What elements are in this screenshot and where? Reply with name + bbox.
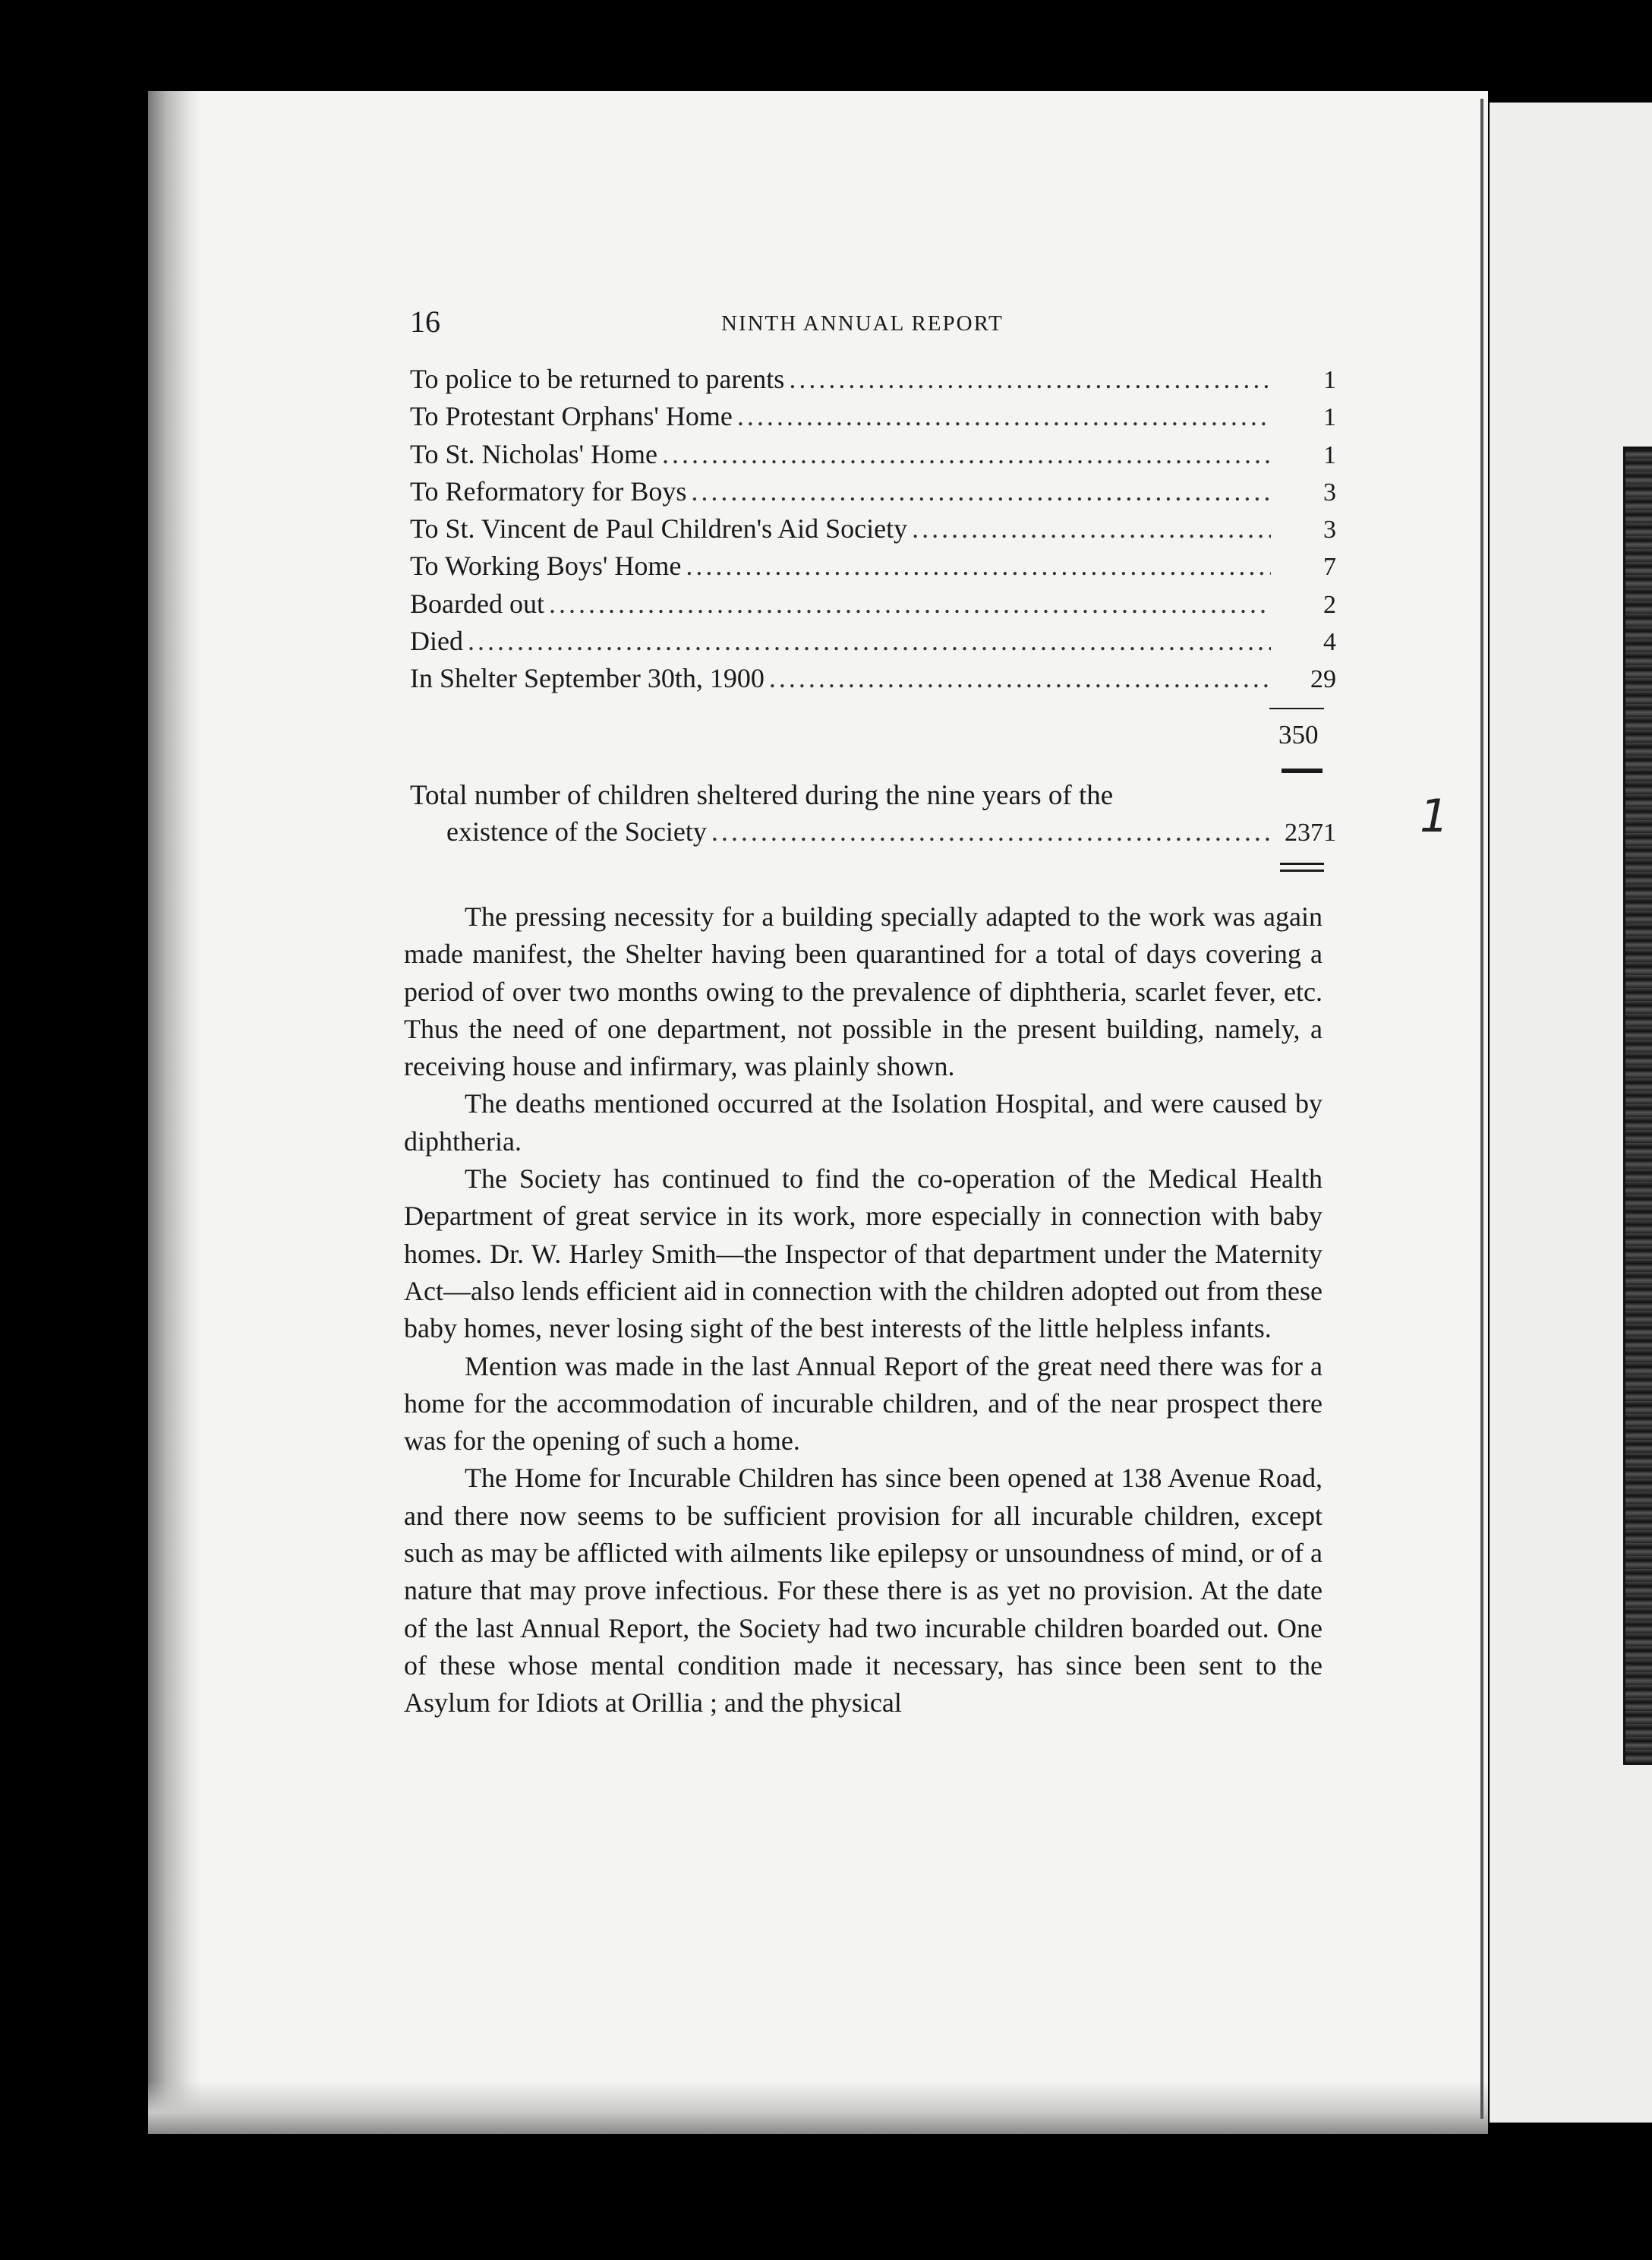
paragraph: The deaths mentioned occurred at the Isolation Hospital, and were caused by diphtheria. <box>404 1088 1323 1157</box>
grand-total-double-rule-bottom <box>1280 870 1324 872</box>
leader-dots <box>737 400 1271 432</box>
subtotal-double-rule <box>1282 769 1323 773</box>
table-row <box>410 363 1336 400</box>
sum-rule <box>1269 708 1324 709</box>
running-title: NINTH ANNUAL REPORT <box>721 311 1004 336</box>
table-row <box>410 550 1336 587</box>
row-value: 2 <box>1323 590 1336 619</box>
grand-total-line-2: existence of the Society <box>446 816 707 847</box>
disposition-table <box>410 363 1336 700</box>
grand-total-value: 2371 <box>1285 819 1336 847</box>
leader-dots <box>691 475 1271 507</box>
subtotal: 350 <box>1278 720 1319 750</box>
row-label: To Working Boys' Home <box>410 551 682 582</box>
leader-dots <box>549 588 1271 620</box>
row-value: 3 <box>1323 478 1336 507</box>
page-bottom-shadow <box>148 2081 1488 2134</box>
leader-dots <box>468 625 1271 657</box>
paragraph: The Society has continued to find the co-operation of the Medical Health Department of great service in its work, more especially in connection with baby homes. Dr. W. Harley Smith—the Inspector of that department under the Maternity Act—also lends efficient aid in connection with the children adopted out from these baby homes, never losing sight of the best interests of the little helpless infants. <box>404 1163 1323 1344</box>
leader-dots <box>662 438 1271 470</box>
body-text <box>404 898 1323 1722</box>
running-head <box>410 304 1458 342</box>
row-value: 1 <box>1323 440 1336 469</box>
page-number: 16 <box>410 305 440 339</box>
facing-page-photograph <box>1623 447 1652 1765</box>
table-row <box>410 625 1336 662</box>
row-label: To St. Nicholas' Home <box>410 438 657 469</box>
row-label: To Protestant Orphans' Home <box>410 401 733 432</box>
grand-total-row <box>446 816 1336 853</box>
row-label: To police to be returned to parents <box>410 364 785 394</box>
leader-dots <box>912 513 1271 544</box>
grand-total-double-rule-top <box>1280 863 1324 865</box>
table-row <box>410 475 1336 513</box>
table-row <box>410 438 1336 475</box>
row-label: Died <box>410 626 463 657</box>
page-edge-shadow <box>148 91 201 2134</box>
row-label: To St. Vincent de Paul Children's Aid Society <box>410 513 908 544</box>
grand-total-line-1: Total number of children sheltered during the nine years of the <box>410 780 1114 811</box>
table-row <box>410 513 1336 550</box>
table-row <box>446 816 1336 853</box>
margin-annotation: 1 <box>1420 790 1449 843</box>
row-label: In Shelter September 30th, 1900 <box>410 663 765 694</box>
leader-dots <box>711 816 1271 848</box>
table-row <box>410 400 1336 437</box>
paragraph: Mention was made in the last Annual Report of the great need there was for a home for the accommodation of incurable children, and of the near prospect there was for the opening of such a home. <box>404 1350 1323 1457</box>
row-value: 29 <box>1310 665 1336 694</box>
row-label: Boarded out <box>410 588 544 619</box>
leader-dots <box>769 662 1271 694</box>
row-value: 7 <box>1323 553 1336 582</box>
leader-dots <box>686 550 1271 582</box>
row-label: To Reformatory for Boys <box>410 475 687 507</box>
row-value: 3 <box>1323 516 1336 544</box>
paragraph: The Home for Incurable Children has since been opened at 138 Avenue Road, and there now seems to be sufficient provision for all incurable children, except such as may be afflicted with ailments like epilepsy or unsoundness of mind, or of a nature that may prove infectious. For these there is as yet no provision. At the date of the last Annual Report, the Society had two incurable children boarded out. One of these whose mental condition made it necessary, has since been sent to the Asylum for Idiots at Orillia ; and the physical <box>404 1463 1323 1719</box>
row-value: 1 <box>1323 403 1336 432</box>
book-gutter <box>1480 99 1483 2119</box>
leader-dots <box>789 363 1271 395</box>
table-row <box>410 588 1336 625</box>
table-row <box>410 662 1336 699</box>
row-value: 4 <box>1323 628 1336 657</box>
row-value: 1 <box>1323 366 1336 394</box>
paragraph: The pressing necessity for a building specially adapted to the work was again made manifest, the Shelter having been quarantined for a total of days covering a period of over two months owing to the prevalence of diphtheria, scarlet fever, etc. Thus the need of one department, not possible in the present building, namely, a receiving house and infirmary, was plainly shown. <box>404 901 1323 1082</box>
